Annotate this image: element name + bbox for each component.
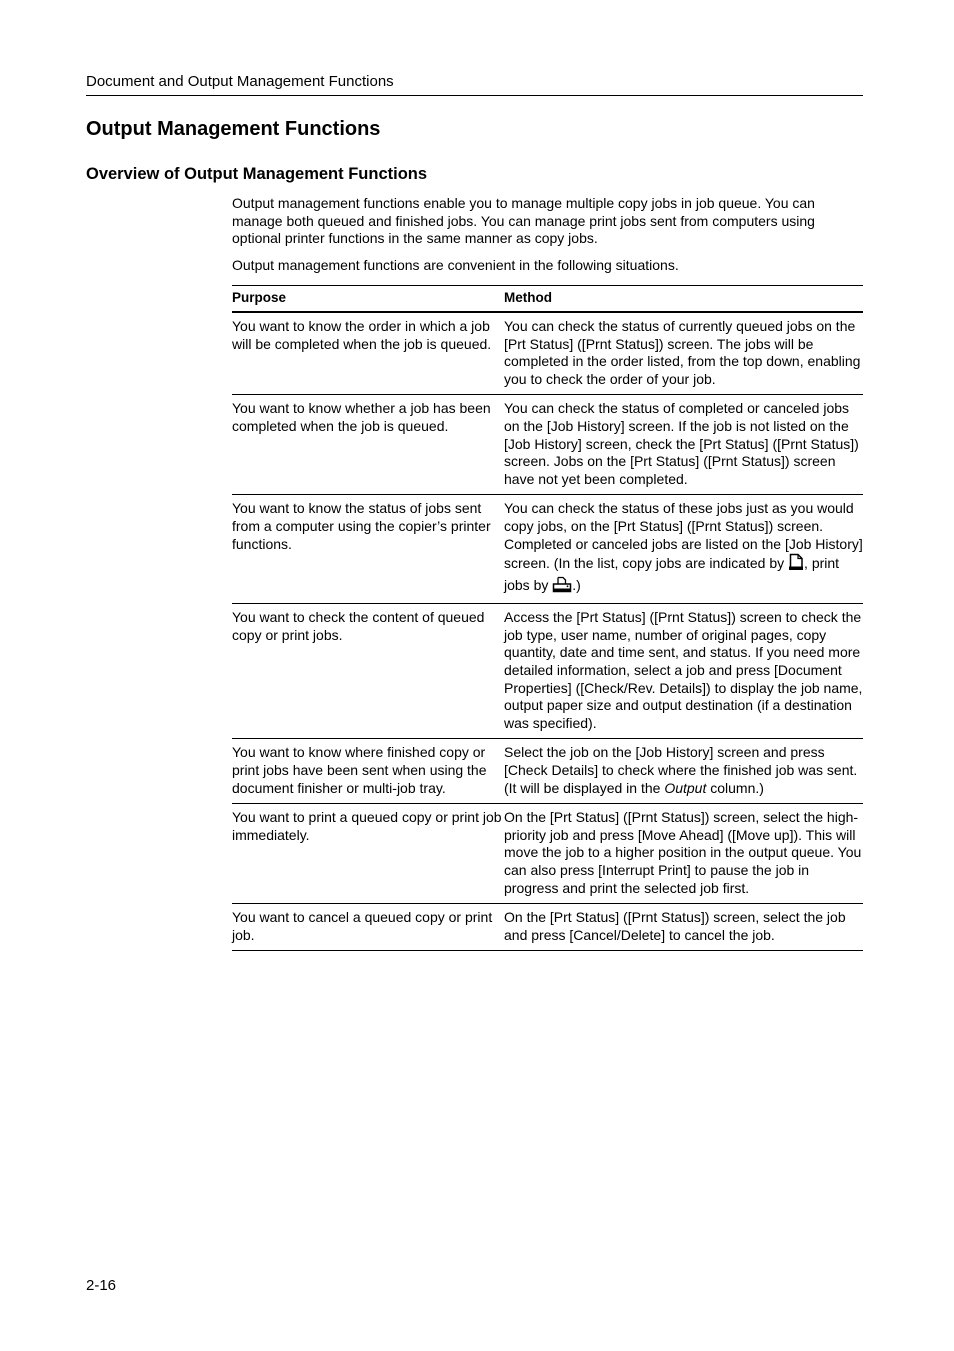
- purpose-cell: You want to know the order in which a job will be completed when the job is queued.: [232, 312, 504, 395]
- table-header-row: [232, 286, 863, 312]
- intro-paragraph: Output management functions are convenient in the following situations.: [232, 256, 679, 273]
- table-row: [232, 495, 863, 604]
- purpose-cell: You want to know where finished copy or print jobs have been sent when using the document finisher or multi-job tray.: [232, 739, 504, 804]
- method-cell: You can check the status of completed or canceled jobs on the [Job History] screen. If the job is not listed on the [Job History] screen, check the [Prt Status] ([Prnt Status]) screen. Jobs on the [Prt Status] ([Prnt Status]) screen have not yet been completed.: [504, 395, 863, 495]
- method-text: , print jobs by: [504, 555, 840, 593]
- method-cell: On the [Prt Status] ([Prnt Status]) screen, select the job and press [Cancel/Delete] to cancel the job.: [504, 904, 863, 951]
- table-row: [232, 395, 863, 495]
- method-text: column.): [706, 779, 764, 796]
- purpose-cell: You want to know whether a job has been completed when the job is queued.: [232, 395, 504, 495]
- method-column-header: Method: [504, 286, 863, 312]
- page-title: Output Management Functions: [86, 118, 381, 140]
- purpose-cell: You want to cancel a queued copy or print job.: [232, 904, 504, 951]
- print-job-icon: [552, 576, 572, 598]
- method-text-italic: Output: [664, 779, 707, 796]
- purpose-column-header: Purpose: [232, 286, 504, 312]
- content-body: [232, 195, 863, 951]
- table-row: [232, 604, 863, 739]
- purpose-cell: You want to print a queued copy or print job immediately.: [232, 804, 504, 904]
- method-cell: Access the [Prt Status] ([Prnt Status]) screen to check the job type, user name, number of original pages, copy quantity, date and time sent, and status. If you need more detailed information, select a job and press [Document Properties] ([Check/Rev. Details]) to display the job name, output paper size and output destination (if a destination was specified).: [504, 604, 863, 739]
- section-title: Overview of Output Management Functions: [86, 165, 428, 183]
- running-header: Document and Output Management Functions: [86, 73, 863, 96]
- table-row: [232, 804, 863, 904]
- purpose-cell: You want to know the status of jobs sent from a computer using the copier’s printer functions.: [232, 495, 504, 604]
- method-cell: On the [Prt Status] ([Prnt Status]) screen, select the high-priority job and press [Move Ahead] ([Move up]). This will move the job to a higher position in the output queue. You can also press [Interrupt Print] to pause the job in progress and print the selected job first.: [504, 804, 863, 904]
- method-cell: You can check the status of currently queued jobs on the [Prt Status] ([Prnt Status]) screen. The jobs will be completed in the order listed, from the top down, enabling you to check the order of your job.: [504, 312, 863, 395]
- method-text: Select the job on the [Job History] screen and press [Check Details] to check where the finished job was sent. (It will be displayed in the: [504, 744, 858, 796]
- intro-paragraph: Output management functions enable you to manage multiple copy jobs in job queue. You can manage both queued and finished jobs. You can manage print jobs sent from computers using optional printer functions in the same manner as copy jobs.: [232, 195, 815, 247]
- page-number: 2-16: [86, 1277, 117, 1294]
- copy-job-icon: [788, 553, 804, 576]
- method-text: You can check the status of these jobs just as you would copy jobs, on the [Prt Status] ([Prnt Status]) screen. Completed or canceled jobs are listed on the [Job History] screen. (In the list, copy jobs are indicated by: [504, 500, 863, 572]
- method-cell: [504, 739, 863, 804]
- purpose-method-table: [232, 285, 863, 951]
- method-text: .): [572, 576, 581, 593]
- method-cell: [504, 495, 863, 604]
- table-row: [232, 904, 863, 951]
- table-row: [232, 739, 863, 804]
- purpose-cell: You want to check the content of queued copy or print jobs.: [232, 604, 504, 739]
- table-row: [232, 312, 863, 395]
